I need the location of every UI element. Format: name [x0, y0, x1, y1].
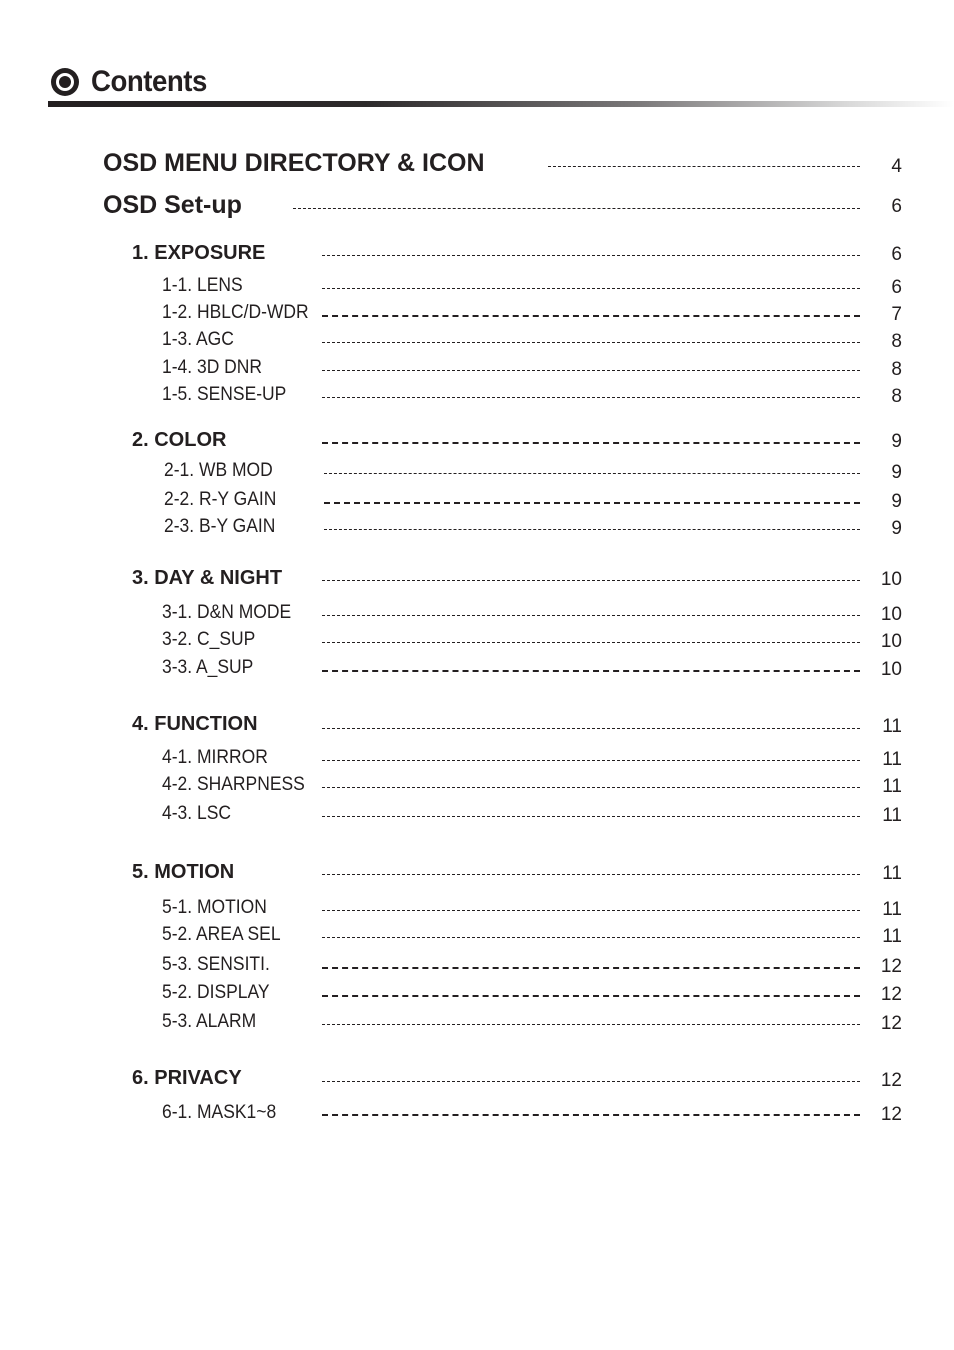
toc-entry[interactable] [0, 924, 954, 954]
toc-entry[interactable] [0, 275, 954, 305]
toc-entry[interactable] [0, 302, 954, 332]
dot-leader [322, 288, 860, 289]
dot-leader [322, 967, 860, 969]
toc-entry-page: 7 [891, 304, 902, 325]
dot-leader [322, 910, 860, 911]
toc-entry-label: 3. DAY & NIGHT [132, 567, 283, 589]
toc-entry-label: 4. FUNCTION [132, 713, 258, 735]
toc-entry[interactable] [0, 629, 954, 659]
toc-entry-page: 9 [891, 491, 902, 512]
dot-leader [322, 1024, 860, 1025]
toc-entry-label: 2-2. R-Y GAIN [164, 489, 277, 510]
toc-entry[interactable] [0, 954, 954, 984]
toc-entry[interactable] [0, 657, 954, 687]
dot-leader [322, 816, 860, 817]
dot-leader [322, 315, 860, 317]
toc-entry-label: 1-4. 3D DNR [162, 357, 263, 378]
dot-leader [322, 370, 860, 371]
toc-entry[interactable] [0, 191, 954, 221]
toc-entry[interactable] [0, 897, 954, 927]
toc-entry-label: 4-1. MIRROR [162, 747, 268, 768]
toc-entry-label: 1-2. HBLC/D-WDR [162, 302, 309, 323]
dot-leader [322, 995, 860, 997]
toc-entry-page: 8 [891, 386, 902, 407]
toc-entry-label: 5-2. AREA SEL [162, 924, 281, 945]
toc-entry-page: 6 [891, 196, 902, 217]
toc-entry-label: 5. MOTION [132, 861, 235, 883]
dot-leader [322, 787, 860, 788]
toc-entry[interactable] [0, 803, 954, 833]
toc-entry-page: 10 [880, 604, 902, 625]
dot-leader [324, 502, 860, 504]
page-title: Contents [91, 65, 207, 98]
toc-entry[interactable] [0, 1011, 954, 1041]
toc-entry-label: 4-3. LSC [162, 803, 231, 824]
toc-entry-label: OSD Set-up [103, 191, 242, 219]
dot-leader [293, 208, 860, 209]
dot-leader [322, 937, 860, 938]
toc-entry[interactable] [0, 149, 954, 179]
toc-entry-page: 12 [880, 1013, 902, 1034]
toc-entry-page: 8 [891, 331, 902, 352]
toc-entry[interactable] [0, 329, 954, 359]
toc-entry[interactable] [0, 1102, 954, 1132]
toc-entry[interactable] [0, 242, 954, 272]
toc-entry-label: 5-2. DISPLAY [162, 982, 270, 1003]
dot-leader [548, 166, 860, 167]
dot-leader [322, 615, 860, 616]
toc-entry-page: 8 [891, 359, 902, 380]
toc-entry[interactable] [0, 774, 954, 804]
toc-entry-page: 12 [880, 1104, 902, 1125]
toc-entry[interactable] [0, 602, 954, 632]
toc-entry-page: 11 [882, 776, 902, 797]
toc-entry-label: 3-3. A_SUP [162, 657, 254, 678]
toc-entry-label: 5-1. MOTION [162, 897, 267, 918]
dot-leader [322, 670, 860, 672]
toc-entry-page: 4 [891, 156, 902, 177]
toc-entry-page: 12 [880, 984, 902, 1005]
toc-entry[interactable] [0, 567, 954, 597]
toc-entry-page: 6 [891, 277, 902, 298]
dot-leader [322, 760, 860, 761]
toc-entry-label: 6. PRIVACY [132, 1067, 242, 1089]
toc-entry-page: 12 [880, 1070, 902, 1091]
toc-entry-label: 1-5. SENSE-UP [162, 384, 287, 405]
toc-entry-label: 5-3. SENSITI. [162, 954, 270, 975]
toc-entry-label: 6-1. MASK1~8 [162, 1102, 277, 1123]
toc-entry-label: 2-1. WB MOD [164, 460, 273, 481]
toc-entry-label: 3-2. C_SUP [162, 629, 256, 650]
toc-entry-page: 11 [882, 749, 902, 770]
toc-entry-label: 1-3. AGC [162, 329, 234, 350]
toc-entry-label: 3-1. D&N MODE [162, 602, 292, 623]
toc-entry-label: 2. COLOR [132, 429, 227, 451]
toc-entry-page: 9 [891, 518, 902, 539]
toc-entry[interactable] [0, 713, 954, 743]
toc-entry-page: 9 [891, 431, 902, 452]
dot-leader [324, 473, 860, 474]
dot-leader [322, 255, 860, 256]
toc-entry-label: 1-1. LENS [162, 275, 243, 296]
dot-leader [322, 642, 860, 643]
toc-entry-page: 11 [882, 863, 902, 884]
dot-leader [322, 874, 860, 875]
toc-entry[interactable] [0, 516, 954, 546]
toc-entry-label: 2-3. B-Y GAIN [164, 516, 276, 537]
dot-leader [322, 1081, 860, 1082]
toc-entry[interactable] [0, 982, 954, 1012]
dot-leader [322, 342, 860, 343]
toc-entry-page: 11 [882, 805, 902, 826]
toc-entry[interactable] [0, 489, 954, 519]
toc-entry-page: 12 [880, 956, 902, 977]
toc-entry-page: 11 [882, 899, 902, 920]
toc-entry[interactable] [0, 1067, 954, 1097]
toc-entry-page: 11 [882, 716, 902, 737]
toc-entry[interactable] [0, 429, 954, 459]
toc-entry-page: 6 [891, 244, 902, 265]
toc-entry[interactable] [0, 861, 954, 891]
toc-entry-label: 4-2. SHARPNESS [162, 774, 305, 795]
toc-entry-label: 5-3. ALARM [162, 1011, 257, 1032]
toc-entry-label: OSD MENU DIRECTORY & ICON [103, 149, 485, 177]
toc-entry-page: 10 [880, 659, 902, 680]
toc-entry[interactable] [0, 384, 954, 414]
toc-entry-page: 9 [891, 462, 902, 483]
toc-entry[interactable] [0, 357, 954, 387]
toc-entry[interactable] [0, 460, 954, 490]
toc-entry-page: 10 [880, 569, 902, 590]
toc-entry-label: 1. EXPOSURE [132, 242, 266, 264]
toc-entry-page: 11 [882, 926, 902, 947]
toc-entry[interactable] [0, 747, 954, 777]
toc-entry-page: 10 [880, 631, 902, 652]
dot-leader [322, 580, 860, 581]
dot-leader [322, 397, 860, 398]
dot-leader [322, 442, 860, 444]
dot-leader [324, 529, 860, 530]
dot-leader [322, 1114, 860, 1116]
dot-leader [322, 728, 860, 729]
